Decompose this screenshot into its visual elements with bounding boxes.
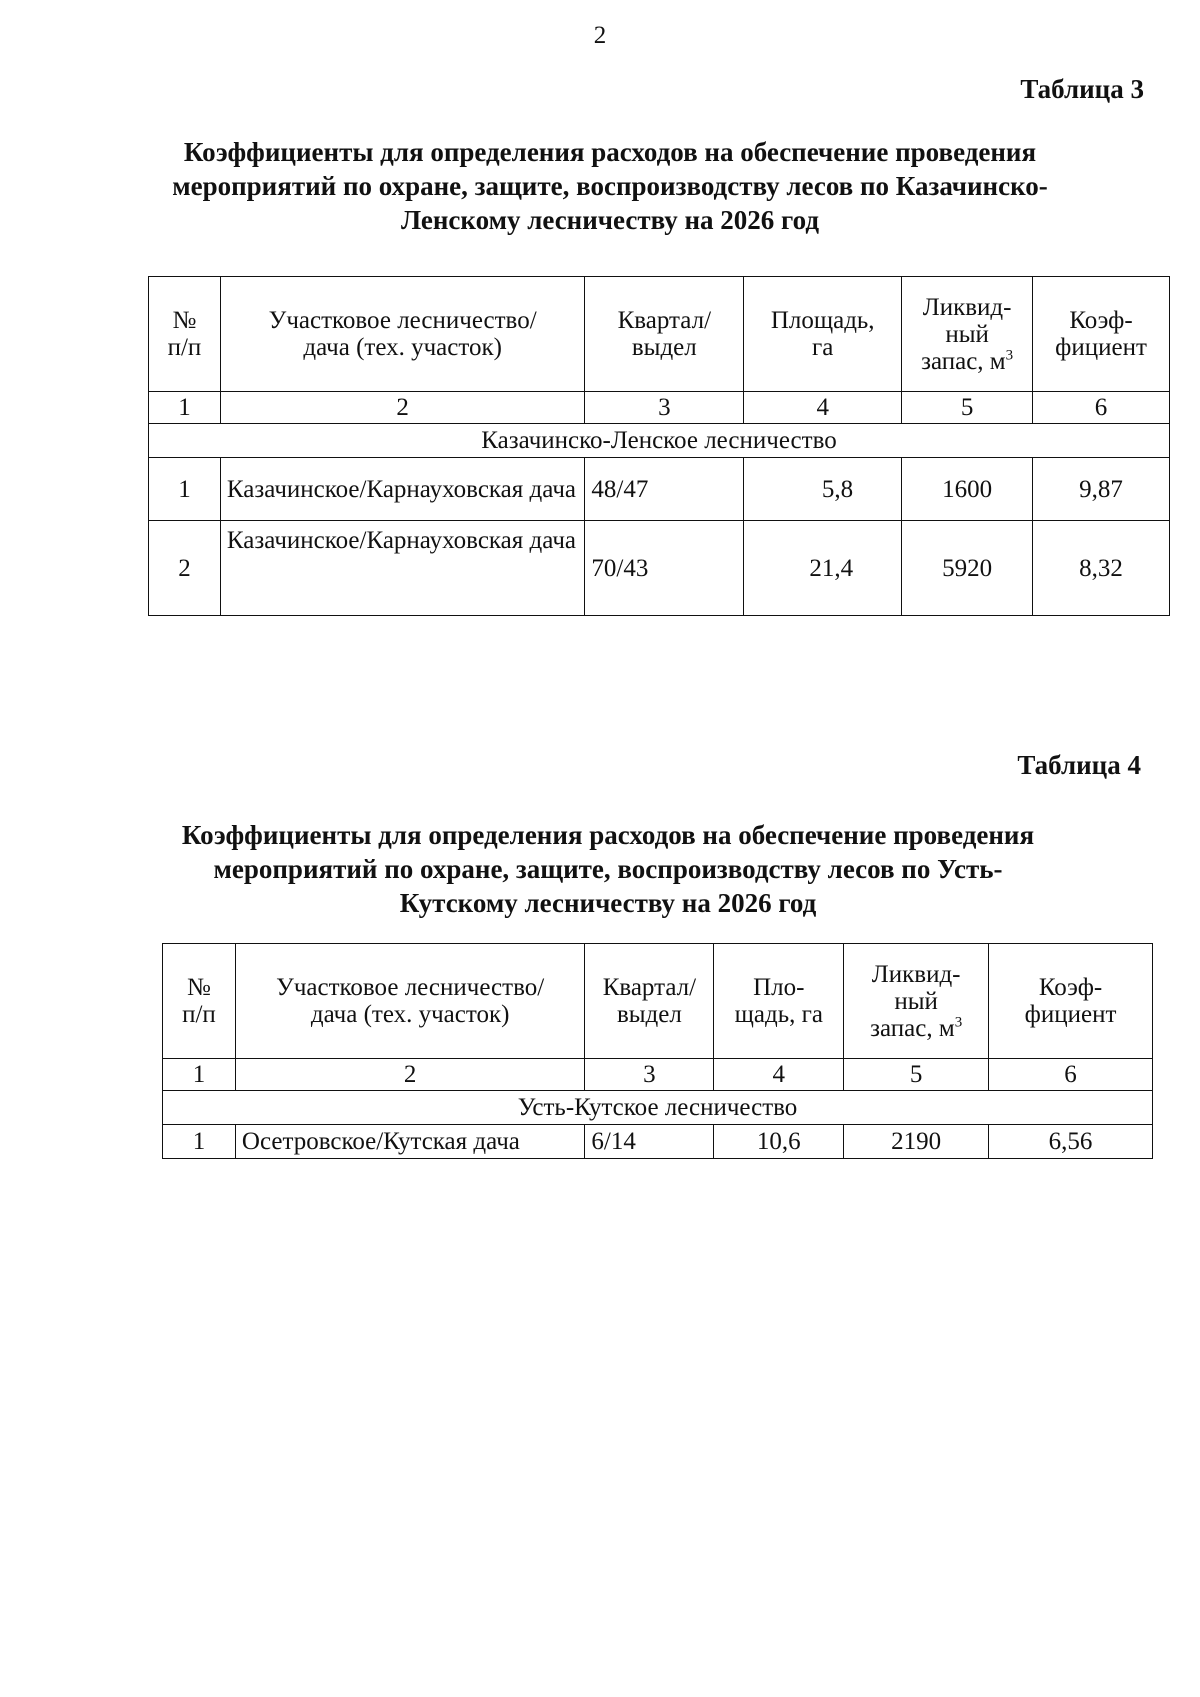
cell-forestry: Казачинское/Карнауховская дача [220,458,584,521]
col-number: 4 [744,392,902,424]
table3-header-row [149,277,1170,392]
cell-area: 10,6 [714,1125,844,1159]
cell-quarter: 48/47 [585,458,744,521]
page-number: 2 [593,22,607,49]
cell-coef: 9,87 [1033,458,1170,521]
cell-coef: 8,32 [1033,521,1170,616]
table4-colnum-row [163,1059,1153,1091]
table4-header-row [163,944,1153,1059]
col-number: 3 [585,1059,714,1091]
table-row [149,521,1170,616]
table3-colnum-row [149,392,1170,424]
header-stock: Ликвид- ный запас, $м^3$ [844,944,989,1059]
cell-num: 1 [163,1125,236,1159]
col-number: 1 [149,392,221,424]
col-number: 6 [989,1059,1153,1091]
col-number: 3 [585,392,744,424]
col-number: 2 [235,1059,585,1091]
header-quarter: Квартал/ выдел [585,277,744,392]
cell-area: 5,8 [744,458,902,521]
header-area: Пло- щадь, га [714,944,844,1059]
table3-section-row [149,424,1170,458]
col-number: 5 [844,1059,989,1091]
cell-stock: 2190 [844,1125,989,1159]
section-title: Казачинско-Ленское лесничество [149,424,1170,458]
table-row [163,1125,1153,1159]
cell-forestry: Осетровское/Кутская дача [235,1125,585,1159]
cell-stock: 1600 [902,458,1033,521]
table-row [149,458,1170,521]
cell-quarter: 6/14 [585,1125,714,1159]
table3-title: Коэффициенты для определения расходов на обеспечение проведения мероприятий по охране, защите, воспроизводству лесов по Казачинско- Ленскому лесничеству на 2026 год [172,137,1048,235]
col-number: 6 [1033,392,1170,424]
header-forestry: Участковое лесничество/ дача (тех. участок) [220,277,584,392]
header-forestry: Участковое лесничество/ дача (тех. участок) [235,944,585,1059]
table3-label: Таблица 3 [1020,74,1144,104]
col-number: 1 [163,1059,236,1091]
cell-quarter: 70/43 [585,521,744,616]
header-quarter: Квартал/ выдел [585,944,714,1059]
cell-num: 2 [149,521,221,616]
table4 [162,943,1153,1159]
table4-title: Коэффициенты для определения расходов на обеспечение проведения мероприятий по охране, защите, воспроизводству лесов по Усть- Кутскому лесничеству на 2026 год [181,820,1035,918]
table4-section-row [163,1091,1153,1125]
col-number: 5 [902,392,1033,424]
section-title: Усть-Кутское лесничество [163,1091,1153,1125]
col-number: 4 [714,1059,844,1091]
header-coef: Коэф- фициент [989,944,1153,1059]
header-num: № п/п [163,944,236,1059]
header-coef: Коэф- фициент [1033,277,1170,392]
table4-label: Таблица 4 [1017,750,1141,780]
table3 [148,276,1170,616]
cell-num: 1 [149,458,221,521]
header-num: № п/п [149,277,221,392]
cell-stock: 5920 [902,521,1033,616]
header-stock: Ликвид- ный запас, $м^3$ [902,277,1033,392]
col-number: 2 [220,392,584,424]
header-area: Площадь, га [744,277,902,392]
cell-forestry: Казачинское/Карнауховская дача [220,521,584,616]
cell-area: 21,4 [744,521,902,616]
cell-coef: 6,56 [989,1125,1153,1159]
